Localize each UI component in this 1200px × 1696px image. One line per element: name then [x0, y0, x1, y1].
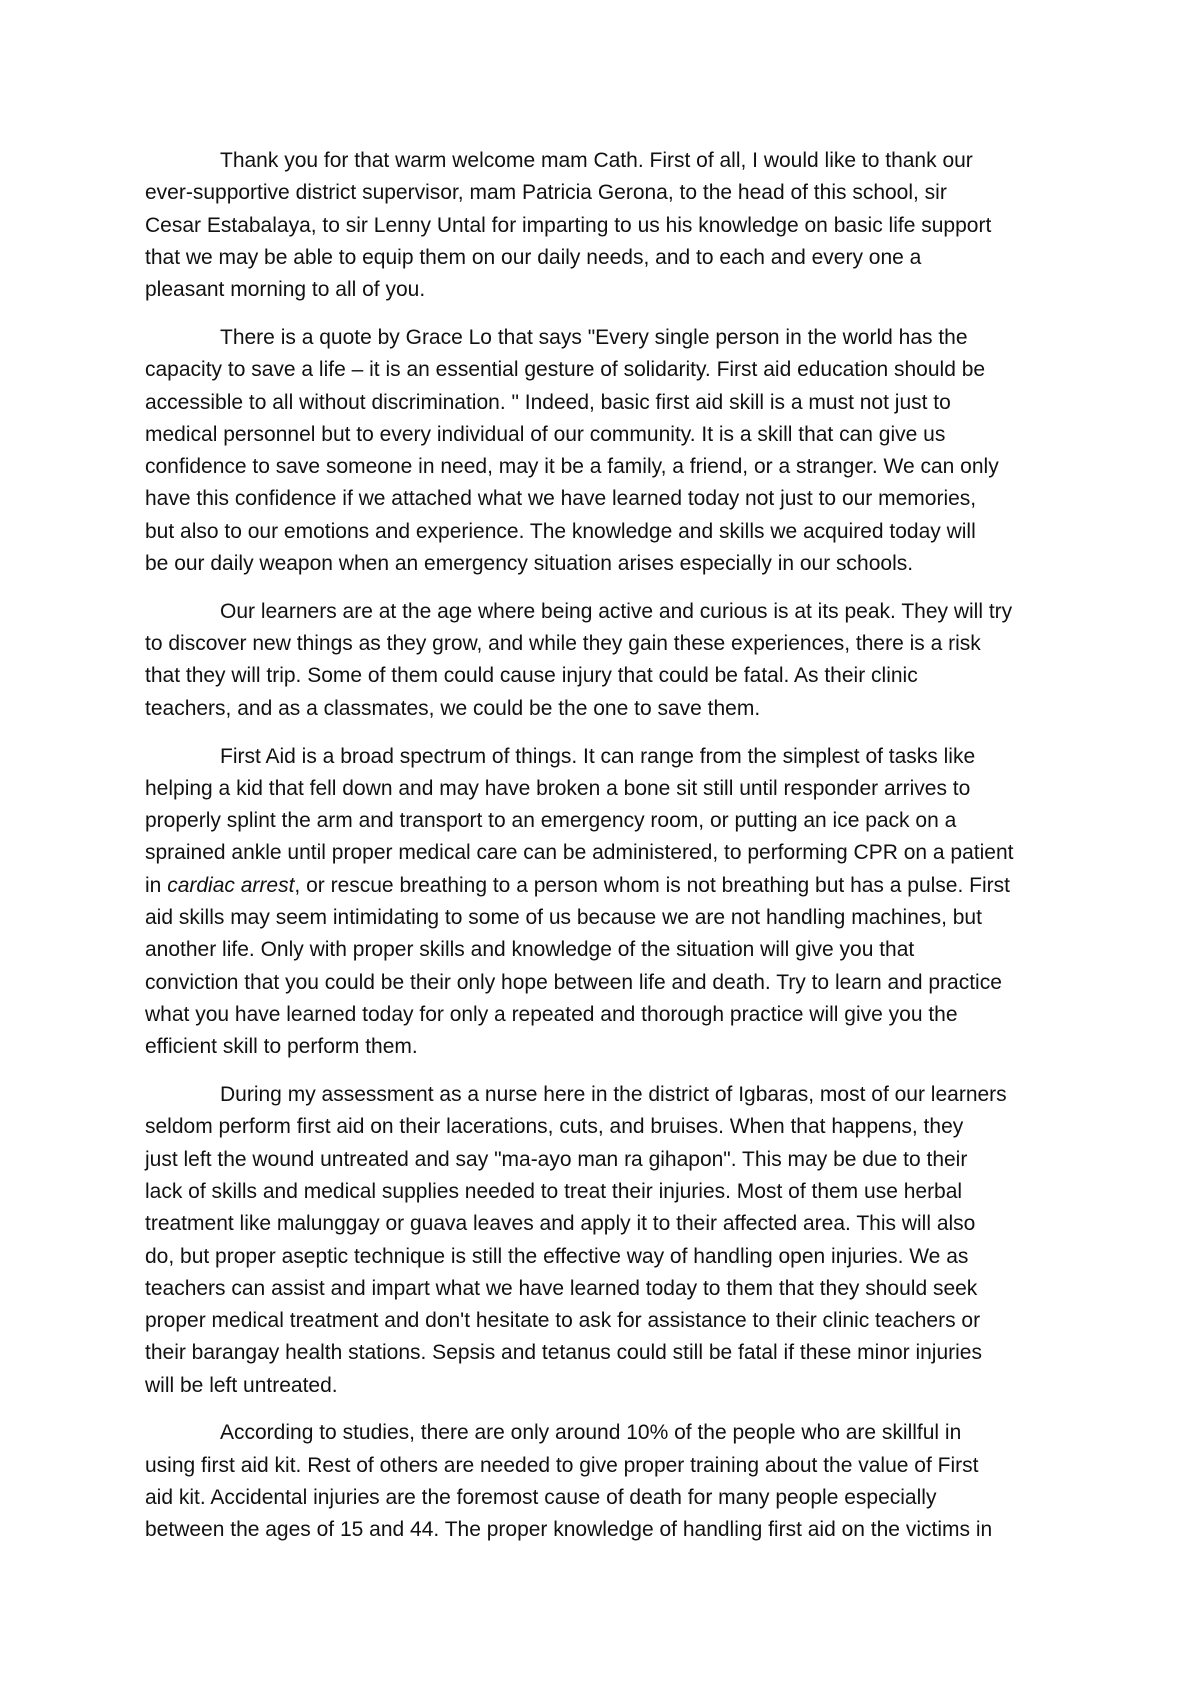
- text-line: pleasant morning to all of you.: [145, 278, 426, 302]
- text-line: During my assessment as a nurse here in the district of Igbaras, most of our learners: [220, 1083, 1007, 1107]
- text-line: efficient skill to perform them.: [145, 1035, 418, 1059]
- text-line: have this confidence if we attached what we have learned today not just to our memories,: [145, 487, 977, 511]
- text-line: treatment like malunggay or guava leaves and apply it to their affected area. This will also: [145, 1212, 976, 1236]
- text-line: will be left untreated.: [145, 1373, 338, 1397]
- text-line: teachers, and as a classmates, we could be the one to save them.: [145, 696, 761, 720]
- text-line: aid skills may seem intimidating to some of us because we are not handling machines, but: [145, 906, 982, 930]
- text-line: lack of skills and medical supplies needed to treat their injuries. Most of them use herbal: [145, 1179, 963, 1203]
- text-line: another life. Only with proper skills and knowledge of the situation will give you that: [145, 938, 915, 962]
- text-line: [145, 870, 1065, 902]
- paragraph-4: [145, 741, 1065, 1064]
- text-line: their barangay health stations. Sepsis and tetanus could still be fatal if these minor injuries: [145, 1341, 982, 1365]
- text-line: what you have learned today for only a repeated and thorough practice will give you the: [145, 1002, 958, 1026]
- text-line: helping a kid that fell down and may have broken a bone sit still until responder arrives to: [145, 776, 971, 800]
- text-line: According to studies, there are only around 10% of the people who are skillful in: [220, 1421, 962, 1445]
- text-line: be our daily weapon when an emergency situation arises especially in our schools.: [145, 552, 914, 576]
- paragraph-3: [145, 596, 1065, 725]
- text-line: that we may be able to equip them on our daily needs, and to each and every one a: [145, 245, 922, 269]
- text-segment: , or rescue breathing to a person whom is not breathing but has a pulse. First: [294, 873, 1010, 897]
- paragraph-6: [145, 1417, 1065, 1546]
- text-line: sprained ankle until proper medical care can be administered, to performing CPR on a patient: [145, 841, 1014, 865]
- text-line: between the ages of 15 and 44. The proper knowledge of handling first aid on the victims in: [145, 1518, 993, 1542]
- text-line: There is a quote by Grace Lo that says "Every single person in the world has the: [220, 325, 968, 349]
- text-line: teachers can assist and impart what we have learned today to them that they should seek: [145, 1276, 978, 1300]
- text-segment: in: [145, 873, 168, 897]
- text-line: capacity to save a life – it is an essential gesture of solidarity. First aid education should be: [145, 358, 986, 382]
- text-line: properly splint the arm and transport to an emergency room, or putting an ice pack on a: [145, 809, 957, 833]
- italic-term: cardiac arrest: [167, 873, 295, 897]
- text-line: Cesar Estabalaya, to sir Lenny Untal for imparting to us his knowledge on basic life support: [145, 213, 992, 237]
- text-line: conviction that you could be their only hope between life and death. Try to learn and practice: [145, 970, 1002, 994]
- document-body: [145, 145, 1065, 1562]
- text-line: aid kit. Accidental injuries are the foremost cause of death for many people especially: [145, 1486, 937, 1510]
- text-line: just left the wound untreated and say "ma-ayo man ra gihapon". This may be due to their: [145, 1147, 968, 1171]
- text-line: confidence to save someone in need, may it be a family, a friend, or a stranger. We can only: [145, 455, 999, 479]
- text-line: that they will trip. Some of them could cause injury that could be fatal. As their clinic: [145, 664, 918, 688]
- text-line: First Aid is a broad spectrum of things. It can range from the simplest of tasks like: [220, 744, 976, 768]
- text-line: seldom perform first aid on their lacerations, cuts, and bruises. When that happens, they: [145, 1115, 964, 1139]
- text-line: ever-supportive district supervisor, mam Patricia Gerona, to the head of this school, sir: [145, 181, 947, 205]
- paragraph-2: [145, 322, 1065, 580]
- paragraph-5: [145, 1079, 1065, 1402]
- paragraph-1: [145, 145, 1065, 306]
- text-line: accessible to all without discrimination. " Indeed, basic first aid skill is a must not just to: [145, 390, 951, 414]
- text-line: Thank you for that warm welcome mam Cath. First of all, I would like to thank our: [220, 149, 973, 172]
- text-line: Our learners are at the age where being active and curious is at its peak. They will try: [220, 599, 1013, 623]
- text-line: but also to our emotions and experience. The knowledge and skills we acquired today will: [145, 519, 976, 543]
- text-line: do, but proper aseptic technique is still the effective way of handling open injuries. We as: [145, 1244, 969, 1268]
- text-line: proper medical treatment and don't hesitate to ask for assistance to their clinic teachers or: [145, 1309, 981, 1333]
- text-line: using first aid kit. Rest of others are needed to give proper training about the value of First: [145, 1453, 979, 1477]
- text-line: to discover new things as they grow, and while they gain these experiences, there is a risk: [145, 632, 981, 656]
- text-line: medical personnel but to every individual of our community. It is a skill that can give us: [145, 422, 946, 446]
